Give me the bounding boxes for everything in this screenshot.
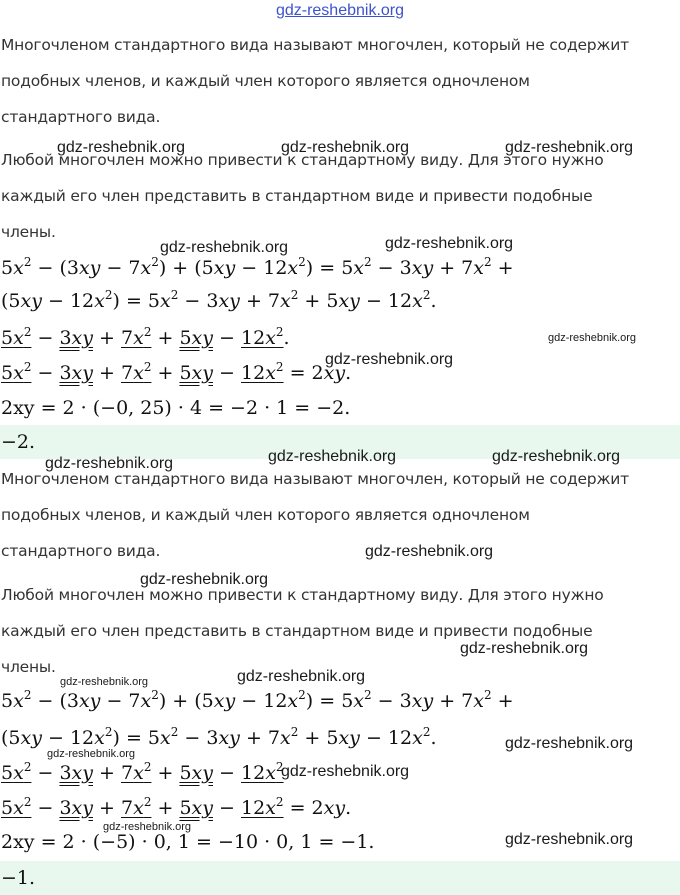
watermark: gdz-reshebnik.org <box>385 235 514 252</box>
definition-paragraph-1 <box>1 27 677 135</box>
text-line: стандартного вида. <box>1 108 161 126</box>
watermark: gdz-reshebnik.org <box>281 763 410 780</box>
answer-value: −1. <box>1 867 36 889</box>
text-line: подобных членов, и каждый член которого является одночленом <box>1 72 530 90</box>
text-line: члены. <box>1 223 56 241</box>
watermark: gdz-reshebnik.org <box>548 332 637 344</box>
evaluation-line: 2xy = 2 · (−0, 25) · 4 = −2 · 1 = −2. <box>1 397 351 419</box>
text-line: Многочленом стандартного вида называют многочлен, который не содержит <box>1 470 629 488</box>
watermark: gdz-reshebnik.org <box>460 640 589 657</box>
watermark: gdz-reshebnik.org <box>103 821 192 833</box>
watermark: gdz-reshebnik.org <box>492 448 621 465</box>
text-line: Многочленом стандартного вида называют многочлен, который не содержит <box>1 36 629 54</box>
watermark: gdz-reshebnik.org <box>325 351 454 368</box>
text-line: Любой многочлен можно привести к стандартному виду. Для этого нужно <box>1 586 604 604</box>
watermark: gdz-reshebnik.org <box>45 455 174 472</box>
answer-box-2 <box>0 861 680 895</box>
watermark: gdz-reshebnik.org <box>57 139 186 156</box>
expression-line-3: $5x^2 - 3xy + 7x^2 + 5xy - 12x^2$ <box>1 760 284 784</box>
text-line: каждый его член представить в стандартном виде и привести подобные <box>1 622 593 640</box>
method-paragraph-1 <box>1 142 677 250</box>
expression-line-4: $5x^2 - 3xy + 7x^2 + 5xy - 12x^2 = 2xy$. <box>1 795 352 819</box>
expression-line-1: $5x^2 - (3xy - 7x^2) + (5xy - 12x^2) = 5x^2 - 3xy + 7x^2$ + <box>1 255 514 279</box>
evaluation-line: 2xy = 2 · (−5) · 0, 1 = −10 · 0, 1 = −1. <box>1 831 375 853</box>
watermark: gdz-reshebnik.org <box>505 139 634 156</box>
watermark: gdz-reshebnik.org <box>160 239 289 256</box>
text-line: каждый его член представить в стандартном виде и привести подобные <box>1 187 593 205</box>
watermark: gdz-reshebnik.org <box>47 748 136 760</box>
text-line: члены. <box>1 658 56 676</box>
watermark: gdz-reshebnik.org <box>365 543 494 560</box>
expression-line-3: $5x^2 - 3xy + 7x^2 + 5xy - 12x^2$. <box>1 325 290 349</box>
watermark: gdz-reshebnik.org <box>505 831 634 848</box>
watermark: gdz-reshebnik.org <box>60 676 149 688</box>
text-line: стандартного вида. <box>1 542 161 560</box>
text-line: подобных членов, и каждый член которого является одночленом <box>1 506 530 524</box>
watermark: gdz-reshebnik.org <box>268 448 397 465</box>
watermark: gdz-reshebnik.org <box>237 668 366 685</box>
watermark: gdz-reshebnik.org <box>140 571 269 588</box>
expression-line-2: $(5xy - 12x^2) = 5x^2 - 3xy + 7x^2 + 5xy - 12x^2$. <box>1 725 437 749</box>
method-paragraph-2 <box>1 577 677 685</box>
answer-box-1 <box>0 425 680 459</box>
watermark: gdz-reshebnik.org <box>281 139 410 156</box>
answer-value: −2. <box>1 431 36 453</box>
text-line: Любой многочлен можно привести к стандартному виду. Для этого нужно <box>1 151 604 169</box>
site-link[interactable]: gdz-reshebnik.org <box>275 2 405 19</box>
expression-line-2: $(5xy - 12x^2) = 5x^2 - 3xy + 7x^2 + 5xy - 12x^2$. <box>1 288 437 312</box>
expression-line-4: $5x^2 - 3xy + 7x^2 + 5xy - 12x^2 = 2xy$. <box>1 360 352 384</box>
definition-paragraph-2 <box>1 461 677 569</box>
watermark: gdz-reshebnik.org <box>505 735 634 752</box>
expression-line-1: $5x^2 - (3xy - 7x^2) + (5xy - 12x^2) = 5x^2 - 3xy + 7x^2$ + <box>1 688 514 712</box>
